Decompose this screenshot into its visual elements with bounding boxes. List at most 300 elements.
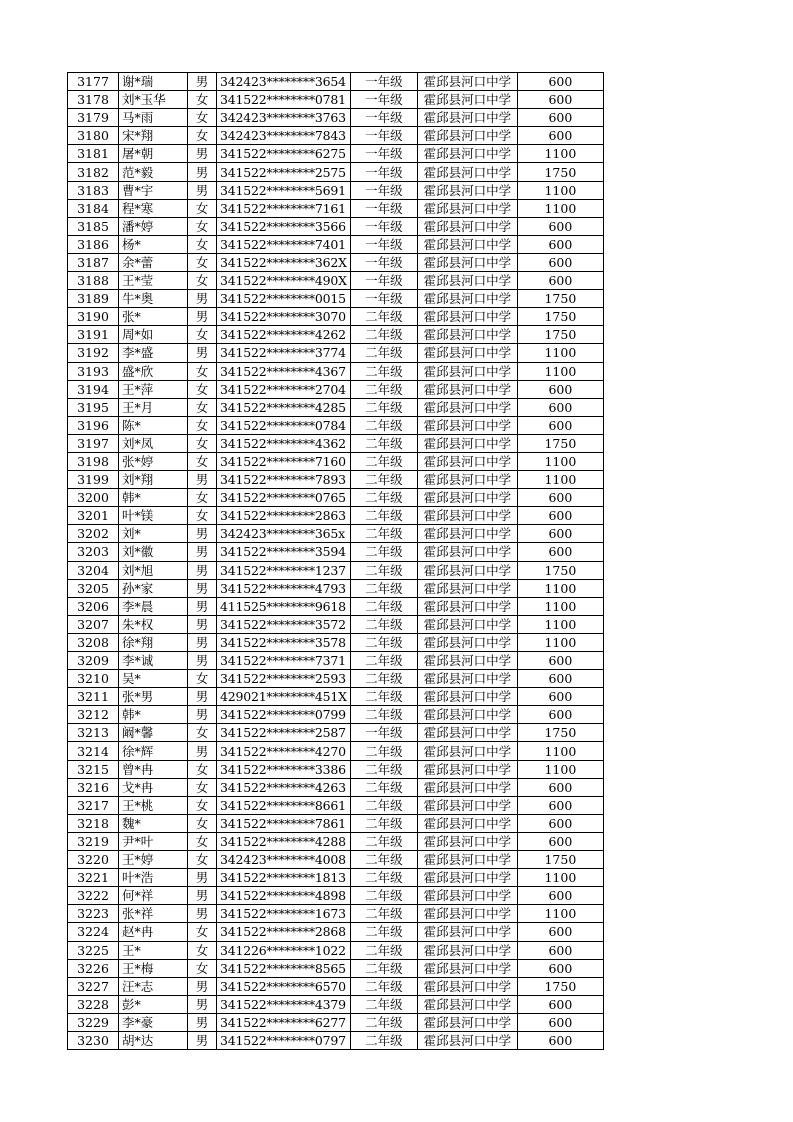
row-number-cell: 3224 (68, 923, 119, 941)
grade-cell: 二年级 (350, 869, 417, 887)
student-name-cell: 戈*冉 (119, 778, 188, 796)
table-row (68, 452, 604, 470)
student-name-cell: 魏* (119, 814, 188, 832)
subsidy-amount-cell: 600 (517, 91, 603, 109)
school-name-cell: 霍邱县河口中学 (417, 905, 517, 923)
subsidy-amount-cell: 1750 (517, 561, 603, 579)
subsidy-amount-cell: 1100 (517, 344, 603, 362)
grade-cell: 二年级 (350, 543, 417, 561)
grade-cell: 二年级 (350, 796, 417, 814)
subsidy-amount-cell: 1750 (517, 977, 603, 995)
id-number-cell: 341522********4379 (217, 995, 351, 1013)
id-number-cell: 341522********0799 (217, 706, 351, 724)
table-row (68, 253, 604, 271)
table-row (68, 887, 604, 905)
school-name-cell: 霍邱县河口中学 (417, 525, 517, 543)
school-name-cell: 霍邱县河口中学 (417, 597, 517, 615)
gender-cell: 男 (188, 145, 217, 163)
grade-cell: 二年级 (350, 688, 417, 706)
row-number-cell: 3219 (68, 832, 119, 850)
gender-cell: 女 (188, 452, 217, 470)
table-row (68, 217, 604, 235)
school-name-cell: 霍邱县河口中学 (417, 796, 517, 814)
id-number-cell: 341522********3578 (217, 633, 351, 651)
id-number-cell: 341522********2587 (217, 724, 351, 742)
gender-cell: 女 (188, 507, 217, 525)
subsidy-amount-cell: 1100 (517, 869, 603, 887)
id-number-cell: 341522********0797 (217, 1031, 351, 1049)
id-number-cell: 341522********3774 (217, 344, 351, 362)
student-name-cell: 彭* (119, 995, 188, 1013)
grade-cell: 一年级 (350, 73, 417, 91)
subsidy-amount-cell: 1750 (517, 724, 603, 742)
row-number-cell: 3223 (68, 905, 119, 923)
student-name-cell: 王* (119, 941, 188, 959)
table-row (68, 290, 604, 308)
id-number-cell: 341522********3386 (217, 760, 351, 778)
school-name-cell: 霍邱县河口中学 (417, 832, 517, 850)
gender-cell: 男 (188, 633, 217, 651)
subsidy-amount-cell: 600 (517, 525, 603, 543)
student-name-cell: 王*萍 (119, 380, 188, 398)
school-name-cell: 霍邱县河口中学 (417, 923, 517, 941)
gender-cell: 女 (188, 959, 217, 977)
id-number-cell: 341522********4262 (217, 326, 351, 344)
school-name-cell: 霍邱县河口中学 (417, 959, 517, 977)
gender-cell: 女 (188, 109, 217, 127)
grade-cell: 一年级 (350, 127, 417, 145)
id-number-cell: 341522********5691 (217, 181, 351, 199)
subsidy-amount-cell: 600 (517, 796, 603, 814)
table-row (68, 832, 604, 850)
row-number-cell: 3197 (68, 434, 119, 452)
gender-cell: 女 (188, 235, 217, 253)
row-number-cell: 3179 (68, 109, 119, 127)
row-number-cell: 3201 (68, 507, 119, 525)
school-name-cell: 霍邱县河口中学 (417, 760, 517, 778)
row-number-cell: 3218 (68, 814, 119, 832)
row-number-cell: 3200 (68, 489, 119, 507)
grade-cell: 二年级 (350, 905, 417, 923)
row-number-cell: 3186 (68, 235, 119, 253)
subsidy-amount-cell: 600 (517, 995, 603, 1013)
grade-cell: 一年级 (350, 217, 417, 235)
grade-cell: 二年级 (350, 633, 417, 651)
id-number-cell: 341522********6570 (217, 977, 351, 995)
id-number-cell: 341522********4270 (217, 742, 351, 760)
row-number-cell: 3214 (68, 742, 119, 760)
student-name-cell: 王*莹 (119, 272, 188, 290)
gender-cell: 女 (188, 380, 217, 398)
school-name-cell: 霍邱县河口中学 (417, 380, 517, 398)
row-number-cell: 3185 (68, 217, 119, 235)
id-number-cell: 341522********4263 (217, 778, 351, 796)
subsidy-amount-cell: 600 (517, 778, 603, 796)
gender-cell: 女 (188, 272, 217, 290)
table-row (68, 73, 604, 91)
grade-cell: 二年级 (350, 977, 417, 995)
school-name-cell: 霍邱县河口中学 (417, 434, 517, 452)
student-name-cell: 王*月 (119, 398, 188, 416)
student-name-cell: 曹*宇 (119, 181, 188, 199)
student-name-cell: 韩* (119, 706, 188, 724)
school-name-cell: 霍邱县河口中学 (417, 778, 517, 796)
school-name-cell: 霍邱县河口中学 (417, 887, 517, 905)
subsidy-amount-cell: 1100 (517, 362, 603, 380)
student-name-cell: 马*雨 (119, 109, 188, 127)
id-number-cell: 342423********3654 (217, 73, 351, 91)
row-number-cell: 3225 (68, 941, 119, 959)
id-number-cell: 342423********3763 (217, 109, 351, 127)
table-row (68, 507, 604, 525)
row-number-cell: 3210 (68, 670, 119, 688)
row-number-cell: 3226 (68, 959, 119, 977)
grade-cell: 一年级 (350, 290, 417, 308)
grade-cell: 二年级 (350, 615, 417, 633)
student-name-cell: 韩* (119, 489, 188, 507)
school-name-cell: 霍邱县河口中学 (417, 452, 517, 470)
table-row (68, 543, 604, 561)
grade-cell: 二年级 (350, 760, 417, 778)
row-number-cell: 3221 (68, 869, 119, 887)
gender-cell: 男 (188, 181, 217, 199)
subsidy-amount-cell: 1750 (517, 308, 603, 326)
school-name-cell: 霍邱县河口中学 (417, 308, 517, 326)
table-row (68, 977, 604, 995)
gender-cell: 女 (188, 832, 217, 850)
grade-cell: 二年级 (350, 959, 417, 977)
row-number-cell: 3181 (68, 145, 119, 163)
gender-cell: 男 (188, 706, 217, 724)
subsidy-amount-cell: 600 (517, 887, 603, 905)
subsidy-amount-cell: 600 (517, 398, 603, 416)
row-number-cell: 3191 (68, 326, 119, 344)
gender-cell: 女 (188, 91, 217, 109)
id-number-cell: 341522********2868 (217, 923, 351, 941)
school-name-cell: 霍邱县河口中学 (417, 235, 517, 253)
gender-cell: 女 (188, 851, 217, 869)
gender-cell: 男 (188, 869, 217, 887)
table-row (68, 579, 604, 597)
id-number-cell: 341522********2863 (217, 507, 351, 525)
school-name-cell: 霍邱县河口中学 (417, 416, 517, 434)
school-name-cell: 霍邱县河口中学 (417, 272, 517, 290)
id-number-cell: 341522********4367 (217, 362, 351, 380)
row-number-cell: 3227 (68, 977, 119, 995)
id-number-cell: 429021********451X (217, 688, 351, 706)
gender-cell: 男 (188, 561, 217, 579)
school-name-cell: 霍邱县河口中学 (417, 163, 517, 181)
grade-cell: 二年级 (350, 832, 417, 850)
gender-cell: 男 (188, 905, 217, 923)
row-number-cell: 3202 (68, 525, 119, 543)
row-number-cell: 3190 (68, 308, 119, 326)
student-name-cell: 曾*冉 (119, 760, 188, 778)
grade-cell: 二年级 (350, 561, 417, 579)
id-number-cell: 341522********3572 (217, 615, 351, 633)
student-name-cell: 刘*玉华 (119, 91, 188, 109)
table-row (68, 742, 604, 760)
student-name-cell: 周*如 (119, 326, 188, 344)
grade-cell: 一年级 (350, 163, 417, 181)
id-number-cell: 341522********8565 (217, 959, 351, 977)
row-number-cell: 3207 (68, 615, 119, 633)
grade-cell: 二年级 (350, 416, 417, 434)
subsidy-amount-cell: 1100 (517, 760, 603, 778)
school-name-cell: 霍邱县河口中学 (417, 290, 517, 308)
table-row (68, 362, 604, 380)
subsidy-amount-cell: 600 (517, 380, 603, 398)
gender-cell: 男 (188, 471, 217, 489)
table-row (68, 561, 604, 579)
id-number-cell: 341522********0765 (217, 489, 351, 507)
gender-cell: 男 (188, 1031, 217, 1049)
row-number-cell: 3192 (68, 344, 119, 362)
row-number-cell: 3183 (68, 181, 119, 199)
row-number-cell: 3196 (68, 416, 119, 434)
id-number-cell: 341522********2704 (217, 380, 351, 398)
student-name-cell: 谢*瑞 (119, 73, 188, 91)
school-name-cell: 霍邱县河口中学 (417, 471, 517, 489)
row-number-cell: 3209 (68, 652, 119, 670)
student-name-cell: 李*晨 (119, 597, 188, 615)
id-number-cell: 341522********1237 (217, 561, 351, 579)
gender-cell: 女 (188, 724, 217, 742)
id-number-cell: 341522********7161 (217, 199, 351, 217)
school-name-cell: 霍邱县河口中学 (417, 995, 517, 1013)
subsidy-amount-cell: 600 (517, 706, 603, 724)
table-row (68, 760, 604, 778)
id-number-cell: 342423********7843 (217, 127, 351, 145)
row-number-cell: 3211 (68, 688, 119, 706)
student-name-cell: 李*盛 (119, 344, 188, 362)
subsidy-amount-cell: 1750 (517, 290, 603, 308)
student-name-cell: 牛*奥 (119, 290, 188, 308)
grade-cell: 二年级 (350, 995, 417, 1013)
table-row (68, 778, 604, 796)
subsidy-amount-cell: 600 (517, 1013, 603, 1031)
row-number-cell: 3199 (68, 471, 119, 489)
subsidy-amount-cell: 600 (517, 416, 603, 434)
subsidy-amount-cell: 600 (517, 1031, 603, 1049)
school-name-cell: 霍邱县河口中学 (417, 109, 517, 127)
table-row (68, 796, 604, 814)
row-number-cell: 3204 (68, 561, 119, 579)
subsidy-amount-cell: 600 (517, 941, 603, 959)
gender-cell: 男 (188, 742, 217, 760)
row-number-cell: 3195 (68, 398, 119, 416)
table-row (68, 326, 604, 344)
grade-cell: 二年级 (350, 652, 417, 670)
gender-cell: 女 (188, 127, 217, 145)
school-name-cell: 霍邱县河口中学 (417, 145, 517, 163)
school-name-cell: 霍邱县河口中学 (417, 742, 517, 760)
student-name-cell: 赵*冉 (119, 923, 188, 941)
student-name-cell: 汪*志 (119, 977, 188, 995)
school-name-cell: 霍邱县河口中学 (417, 814, 517, 832)
school-name-cell: 霍邱县河口中学 (417, 326, 517, 344)
table-row (68, 235, 604, 253)
school-name-cell: 霍邱县河口中学 (417, 851, 517, 869)
student-name-cell: 阚*馨 (119, 724, 188, 742)
student-name-cell: 余*蕾 (119, 253, 188, 271)
student-name-cell: 刘* (119, 525, 188, 543)
subsidy-amount-cell: 1100 (517, 145, 603, 163)
student-name-cell: 刘*翔 (119, 471, 188, 489)
id-number-cell: 341522********7371 (217, 652, 351, 670)
row-number-cell: 3230 (68, 1031, 119, 1049)
school-name-cell: 霍邱县河口中学 (417, 941, 517, 959)
id-number-cell: 342423********4008 (217, 851, 351, 869)
grade-cell: 二年级 (350, 452, 417, 470)
gender-cell: 女 (188, 814, 217, 832)
school-name-cell: 霍邱县河口中学 (417, 253, 517, 271)
row-number-cell: 3177 (68, 73, 119, 91)
row-number-cell: 3213 (68, 724, 119, 742)
grade-cell: 一年级 (350, 145, 417, 163)
grade-cell: 二年级 (350, 398, 417, 416)
table-row (68, 344, 604, 362)
subsidy-amount-cell: 600 (517, 543, 603, 561)
id-number-cell: 341522********4285 (217, 398, 351, 416)
table-row (68, 615, 604, 633)
school-name-cell: 霍邱县河口中学 (417, 670, 517, 688)
school-name-cell: 霍邱县河口中学 (417, 652, 517, 670)
grade-cell: 二年级 (350, 814, 417, 832)
grade-cell: 二年级 (350, 742, 417, 760)
subsidy-amount-cell: 600 (517, 272, 603, 290)
school-name-cell: 霍邱县河口中学 (417, 199, 517, 217)
table-row (68, 434, 604, 452)
gender-cell: 男 (188, 290, 217, 308)
school-name-cell: 霍邱县河口中学 (417, 344, 517, 362)
gender-cell: 男 (188, 163, 217, 181)
student-name-cell: 尹*叶 (119, 832, 188, 850)
table-row (68, 272, 604, 290)
subsidy-amount-cell: 1750 (517, 434, 603, 452)
subsidy-amount-cell: 600 (517, 235, 603, 253)
row-number-cell: 3206 (68, 597, 119, 615)
id-number-cell: 341522********7861 (217, 814, 351, 832)
gender-cell: 女 (188, 796, 217, 814)
school-name-cell: 霍邱县河口中学 (417, 977, 517, 995)
table-body (68, 73, 604, 1050)
row-number-cell: 3216 (68, 778, 119, 796)
gender-cell: 男 (188, 1013, 217, 1031)
subsidy-amount-cell: 600 (517, 814, 603, 832)
subsidy-amount-cell: 600 (517, 507, 603, 525)
student-name-cell: 盛*欣 (119, 362, 188, 380)
school-name-cell: 霍邱县河口中学 (417, 127, 517, 145)
grade-cell: 二年级 (350, 778, 417, 796)
row-number-cell: 3208 (68, 633, 119, 651)
subsidy-amount-cell: 1100 (517, 199, 603, 217)
subsidy-amount-cell: 1100 (517, 633, 603, 651)
row-number-cell: 3178 (68, 91, 119, 109)
grade-cell: 一年级 (350, 235, 417, 253)
id-number-cell: 341522********2593 (217, 670, 351, 688)
table-row (68, 633, 604, 651)
table-row (68, 398, 604, 416)
student-name-cell: 何*祥 (119, 887, 188, 905)
school-name-cell: 霍邱县河口中学 (417, 869, 517, 887)
gender-cell: 女 (188, 362, 217, 380)
table-row (68, 851, 604, 869)
gender-cell: 男 (188, 525, 217, 543)
student-name-cell: 叶*镁 (119, 507, 188, 525)
row-number-cell: 3217 (68, 796, 119, 814)
id-number-cell: 341522********6275 (217, 145, 351, 163)
subsidy-amount-cell: 1100 (517, 615, 603, 633)
gender-cell: 女 (188, 778, 217, 796)
row-number-cell: 3194 (68, 380, 119, 398)
grade-cell: 一年级 (350, 181, 417, 199)
student-name-cell: 张* (119, 308, 188, 326)
gender-cell: 女 (188, 398, 217, 416)
table-row (68, 91, 604, 109)
id-number-cell: 341522********7160 (217, 452, 351, 470)
school-name-cell: 霍邱县河口中学 (417, 561, 517, 579)
id-number-cell: 341522********3594 (217, 543, 351, 561)
grade-cell: 二年级 (350, 1013, 417, 1031)
grade-cell: 二年级 (350, 525, 417, 543)
school-name-cell: 霍邱县河口中学 (417, 362, 517, 380)
gender-cell: 男 (188, 615, 217, 633)
gender-cell: 女 (188, 326, 217, 344)
row-number-cell: 3229 (68, 1013, 119, 1031)
school-name-cell: 霍邱县河口中学 (417, 1031, 517, 1049)
student-subsidy-table (67, 72, 604, 1050)
subsidy-amount-cell: 1100 (517, 905, 603, 923)
grade-cell: 一年级 (350, 91, 417, 109)
subsidy-amount-cell: 1100 (517, 181, 603, 199)
gender-cell: 女 (188, 941, 217, 959)
gender-cell: 男 (188, 308, 217, 326)
grade-cell: 二年级 (350, 434, 417, 452)
id-number-cell: 342423********365x (217, 525, 351, 543)
grade-cell: 二年级 (350, 670, 417, 688)
school-name-cell: 霍邱县河口中学 (417, 181, 517, 199)
id-number-cell: 341522********4288 (217, 832, 351, 850)
grade-cell: 二年级 (350, 489, 417, 507)
table-row (68, 706, 604, 724)
subsidy-amount-cell: 1100 (517, 452, 603, 470)
table-row (68, 145, 604, 163)
id-number-cell: 341522********3566 (217, 217, 351, 235)
table-row (68, 127, 604, 145)
school-name-cell: 霍邱县河口中学 (417, 706, 517, 724)
id-number-cell: 341522********0781 (217, 91, 351, 109)
row-number-cell: 3189 (68, 290, 119, 308)
row-number-cell: 3215 (68, 760, 119, 778)
table-row (68, 1013, 604, 1031)
row-number-cell: 3222 (68, 887, 119, 905)
student-name-cell: 叶*浩 (119, 869, 188, 887)
gender-cell: 男 (188, 887, 217, 905)
id-number-cell: 341522********1813 (217, 869, 351, 887)
row-number-cell: 3193 (68, 362, 119, 380)
table-row (68, 181, 604, 199)
school-name-cell: 霍邱县河口中学 (417, 615, 517, 633)
student-name-cell: 孙*家 (119, 579, 188, 597)
student-name-cell: 朱*权 (119, 615, 188, 633)
subsidy-amount-cell: 600 (517, 959, 603, 977)
gender-cell: 女 (188, 199, 217, 217)
student-name-cell: 吴* (119, 670, 188, 688)
gender-cell: 女 (188, 760, 217, 778)
school-name-cell: 霍邱县河口中学 (417, 543, 517, 561)
row-number-cell: 3203 (68, 543, 119, 561)
